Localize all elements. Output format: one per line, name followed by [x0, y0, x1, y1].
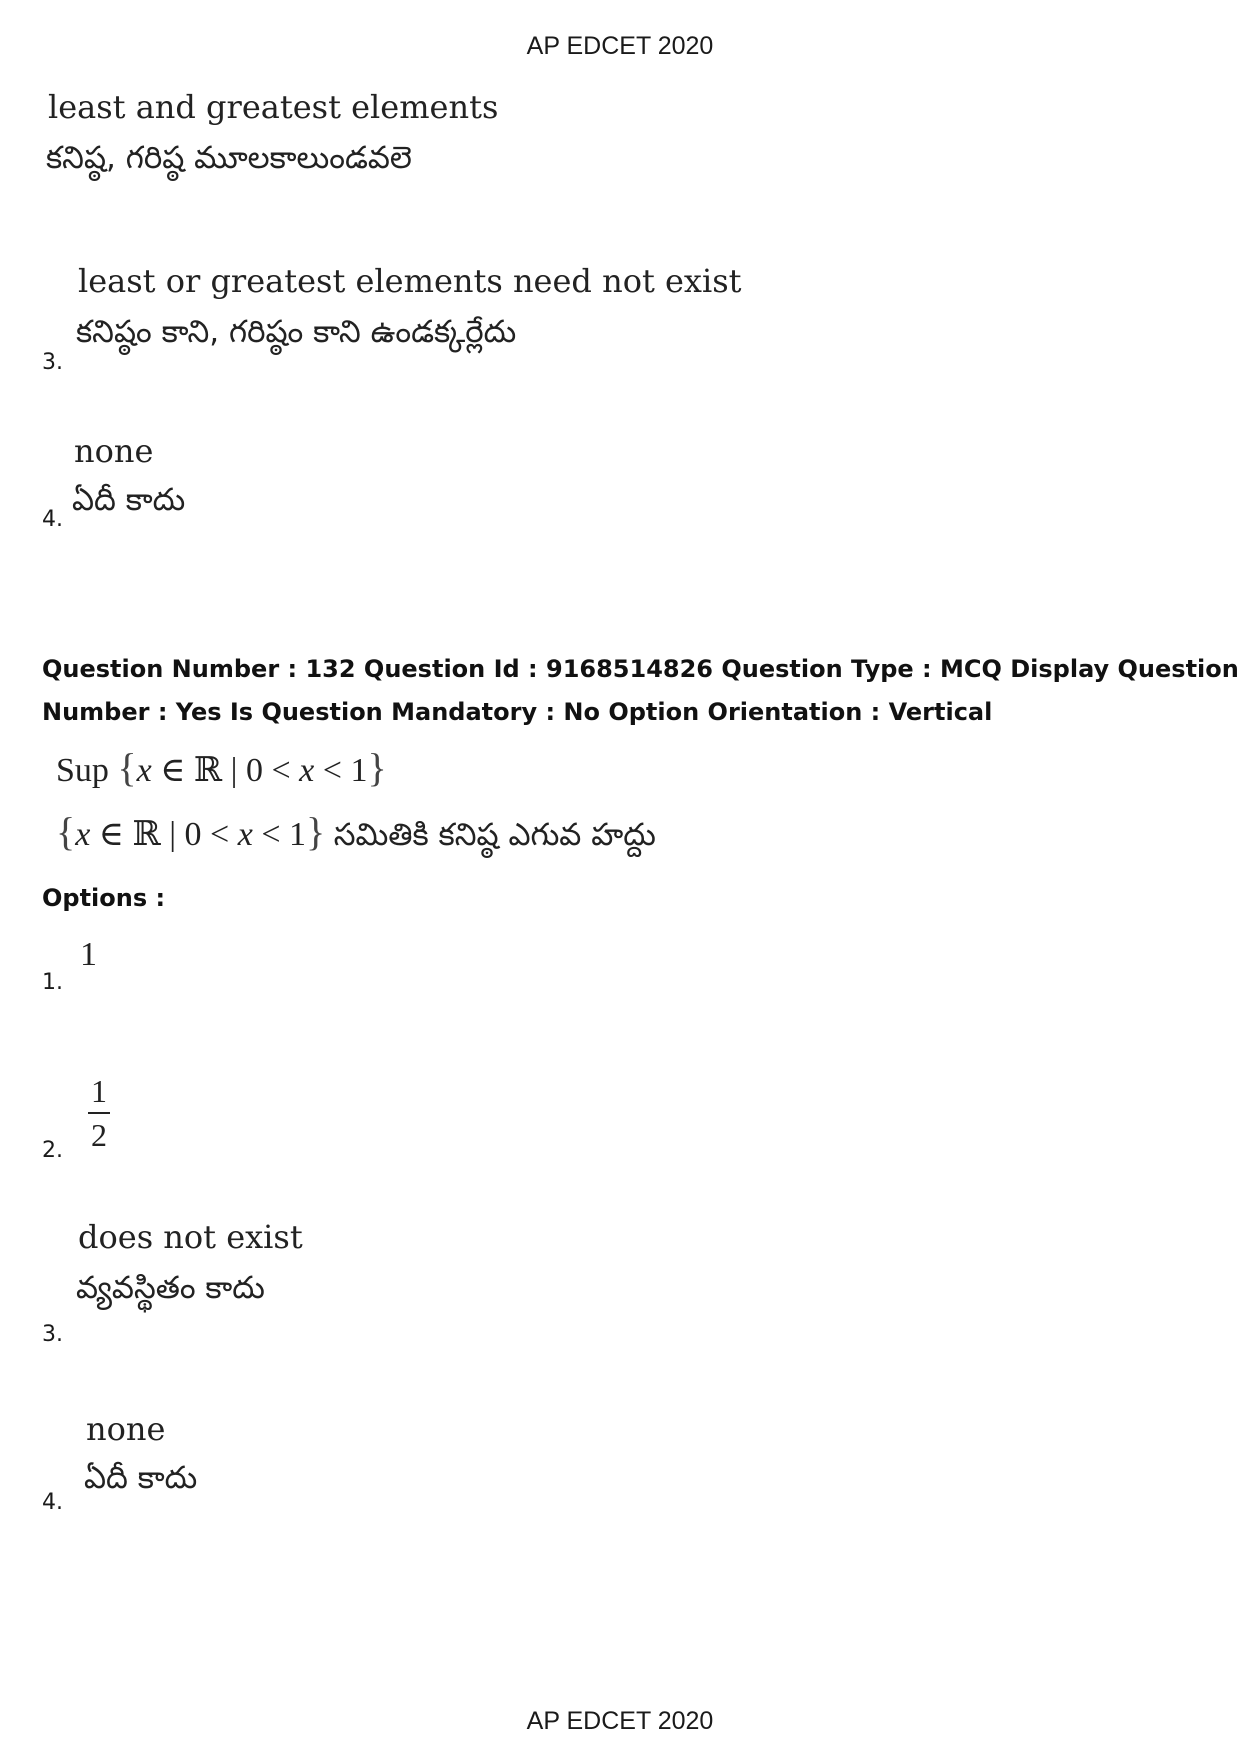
- option-2-denominator: 2: [91, 1117, 107, 1154]
- option-2-number: 2.: [42, 1138, 63, 1163]
- options-label: Options :: [42, 884, 166, 912]
- question-telugu-suffix: సమితికి కనిష్ఠ ఎగువ హద్దు: [333, 817, 656, 853]
- option-1-value: 1: [80, 936, 97, 973]
- prev-option-3-telugu: కనిష్ఠం కాని, గరిష్ఠం కాని ఉండక్కర్లేదు: [76, 314, 517, 350]
- prev-option-4-english: none: [74, 432, 154, 470]
- question-meta-line-1: Question Number : 132 Question Id : 9168514826 Question Type : MCQ Display Question: [42, 655, 1239, 683]
- option-2-numerator: 1: [91, 1073, 107, 1109]
- prev-option-2-english: least and greatest elements: [48, 88, 499, 126]
- prev-option-2-telugu: కనిష్ఠ, గరిష్ఠ మూలకాలుండవలె: [46, 140, 412, 176]
- option-1-number: 1.: [42, 970, 63, 995]
- prev-option-4-telugu: ఏదీ కాదు: [72, 482, 186, 518]
- option-2-fraction: [88, 1074, 110, 1153]
- page-header: AP EDCET 2020: [526, 32, 714, 60]
- fraction-bar: [88, 1112, 110, 1114]
- prev-option-3-english: least or greatest elements need not exist: [78, 262, 742, 300]
- option-3-telugu: వ్యవస్థితం కాదు: [76, 1270, 265, 1306]
- prev-option-3-number: 3.: [42, 350, 63, 375]
- page-footer: AP EDCET 2020: [526, 1707, 714, 1735]
- option-4-telugu: ఏదీ కాదు: [84, 1460, 198, 1496]
- option-3-number: 3.: [42, 1322, 63, 1347]
- question-sup-label: Sup: [56, 752, 109, 789]
- option-4-english: none: [86, 1410, 166, 1448]
- prev-option-4-number: 4.: [42, 507, 63, 532]
- question-meta-line-2: Number : Yes Is Question Mandatory : No Option Orientation : Vertical: [42, 698, 993, 726]
- option-3-english: does not exist: [78, 1218, 303, 1256]
- question-text-telugu: {x ∈ ℝ | 0 < x < 1} సమితికి కనిష్ఠ ఎగువ హద్దు: [56, 809, 656, 854]
- option-4-number: 4.: [42, 1490, 63, 1515]
- question-text-english: Sup {x ∈ ℝ | 0 < x < 1}: [56, 745, 387, 790]
